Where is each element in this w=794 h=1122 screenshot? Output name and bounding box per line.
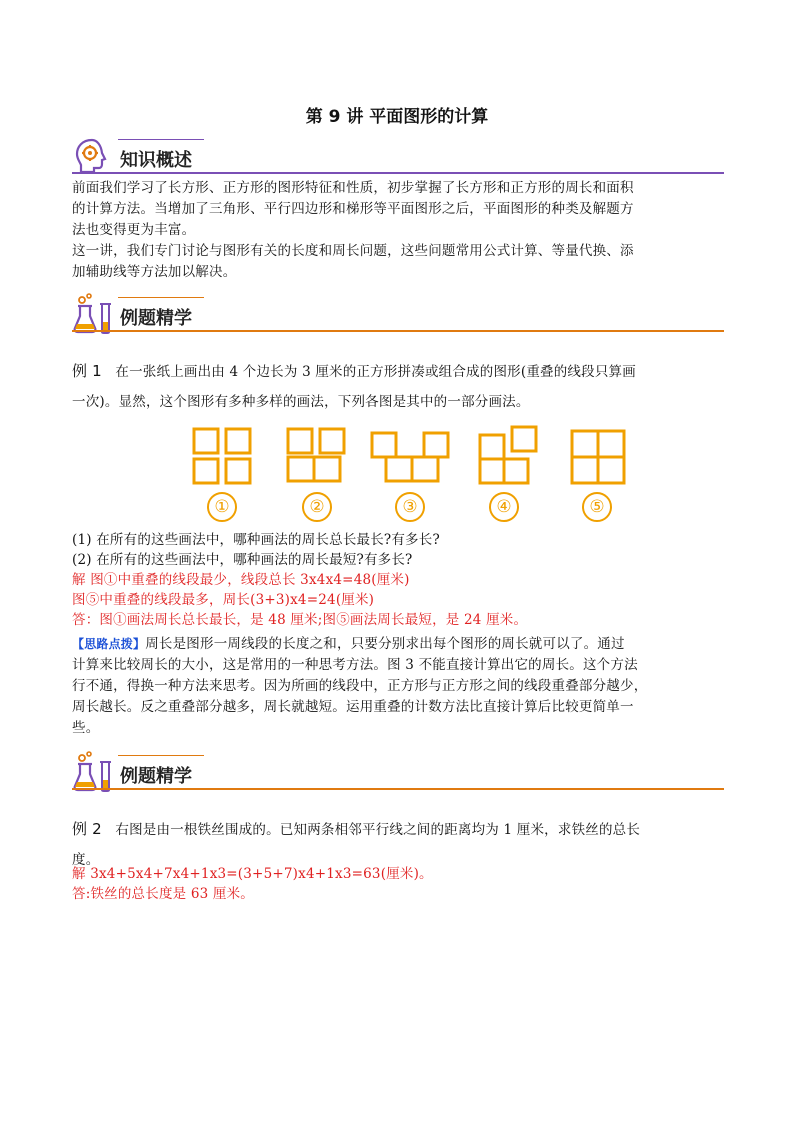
problem-line: 例 2 右图是由一根铁丝围成的。已知两条相邻平行线之间的距离均为 1 厘米，求铁丝的总长 [72, 820, 641, 838]
tip-line: 些。 [72, 720, 100, 736]
text-line: 加辅助线等方法加以解决。 [72, 264, 237, 280]
head-gear-icon [72, 136, 112, 176]
figure-label-1: ① [207, 492, 237, 522]
text-line: 的计算方法。当增加了三角形、平行四边形和梯形等平面图形之后，平面图形的种类及解题方 [72, 201, 634, 217]
section-label: 知识概述 [120, 150, 192, 171]
question-line: (1) 在所有的这些画法中，哪种画法的周长总长最长?有多长? [72, 532, 440, 548]
section-label: 例题精学 [120, 766, 192, 787]
figure-1 [194, 429, 250, 483]
figure-4 [480, 427, 536, 483]
tip-line: 行不通，得换一种方法来思考。因为所画的线段中，正方形与正方形之间的线段重叠部分越少， [72, 678, 648, 694]
page-title: 第 9 讲 平面图形的计算 [305, 107, 489, 127]
text-line: 这一讲，我们专门讨论与图形有关的长度和周长问题，这些问题常用公式计算、等量代换、添 [72, 243, 634, 259]
section-top-line [118, 297, 204, 298]
example1-questions [72, 530, 732, 630]
section-underline [72, 330, 724, 332]
answer-line: 答：图①画法周长总长最长，是 48 厘米;图⑤画法周长最短，是 24 厘米。 [72, 612, 528, 628]
tip-line: 【思路点拨】周长是图形一周线段的长度之和，只要分别求出每个图形的周长就可以了。通过 [72, 636, 625, 652]
answer-line: 图⑤中重叠的线段最多，周长(3+3)x4=24(厘米) [72, 592, 375, 608]
example2-answers [72, 864, 732, 904]
example-label: 例 2 [72, 820, 102, 838]
tip-line: 计算来比较周长的大小，这是常用的一种思考方法。图 3 不能直接计算出它的周长。这个方法 [72, 657, 638, 673]
section-example-header [72, 290, 724, 336]
answer-line: 解 3x4+5x4+7x4+1x3=(3+5+7)x4+1x3=63(厘米)。 [72, 866, 433, 882]
problem-line: 度。 [72, 852, 100, 868]
lab-flask-icon [72, 750, 114, 792]
figure-label-2: ② [302, 492, 332, 522]
example-label: 例 1 [72, 362, 102, 380]
example1-problem [72, 356, 732, 417]
figure-2 [288, 429, 344, 481]
figure-label-4: ④ [489, 492, 519, 522]
question-line: (2) 在所有的这些画法中，哪种画法的周长最短?有多长? [72, 552, 413, 568]
answer-line: 答:铁丝的总长度是 63 厘米。 [72, 886, 255, 902]
figure-label-3: ③ [395, 492, 425, 522]
problem-line: 例 1 在一张纸上画出由 4 个边长为 3 厘米的正方形拼凑或组合成的图形(重叠的线段只算画 [72, 362, 636, 380]
answer-line: 解 图①中重叠的线段最少，线段总长 3x4x4=48(厘米) [72, 572, 410, 588]
section-knowledge-header [72, 132, 724, 178]
section-top-line [118, 139, 204, 140]
lab-flask-icon [72, 292, 114, 334]
section-underline [72, 788, 724, 790]
knowledge-text [72, 178, 732, 283]
problem-line: 一次)。显然，这个图形有多种多样的画法，下列各图是其中的一部分画法。 [72, 394, 530, 410]
example1-tip [72, 634, 732, 739]
section-top-line [118, 755, 204, 756]
figure-5 [572, 431, 624, 483]
section-example-header-2 [72, 748, 724, 794]
figure-label-5: ⑤ [582, 492, 612, 522]
section-label: 例题精学 [120, 308, 192, 329]
section-underline [72, 172, 724, 174]
tip-line: 周长越长。反之重叠部分越多，周长就越短。运用重叠的计数方法比直接计算后比较更简单一 [72, 699, 634, 715]
text-line: 前面我们学习了长方形、正方形的图形特征和性质，初步掌握了长方形和正方形的周长和面积 [72, 180, 634, 196]
tip-tag: 【思路点拨】 [72, 637, 146, 651]
text-line: 法也变得更为丰富。 [72, 222, 196, 238]
figure-3 [372, 433, 448, 481]
